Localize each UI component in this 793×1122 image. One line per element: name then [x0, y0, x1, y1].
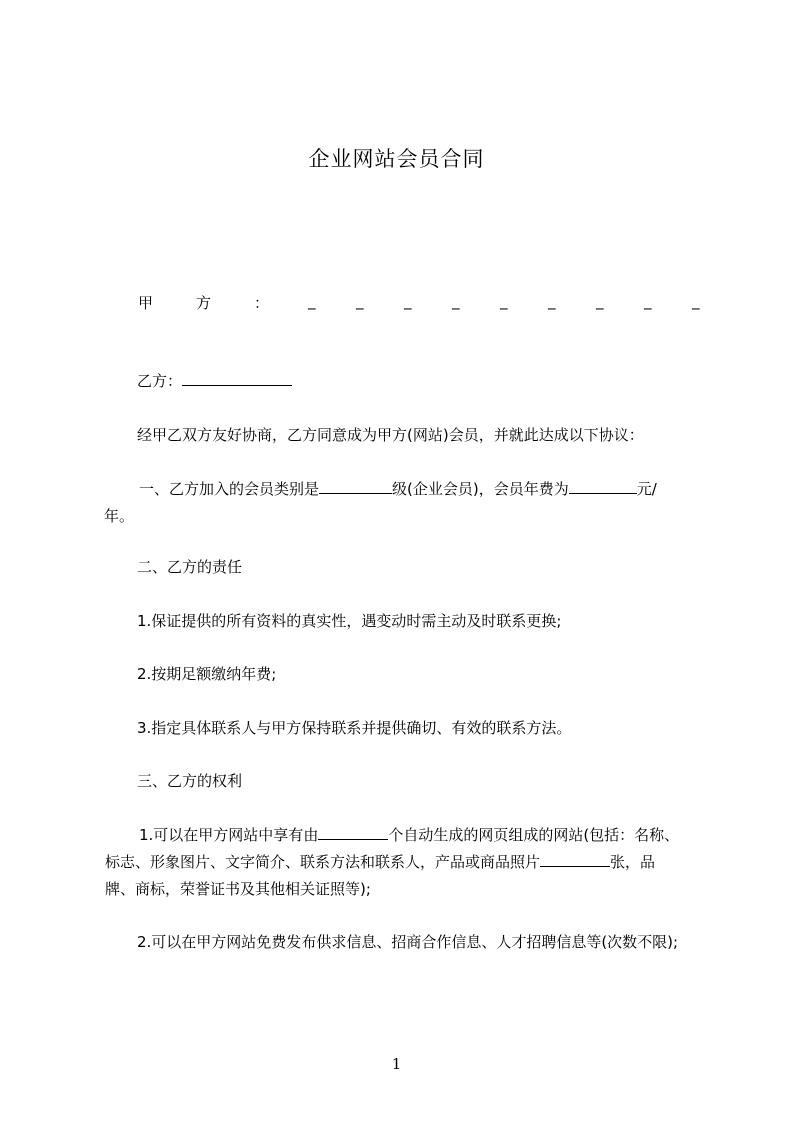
section1-text-c: 元/ [636, 480, 657, 498]
party-b-blank [182, 370, 292, 386]
party-a-blank-mark: _ [692, 292, 700, 310]
section3-item1-text-b: 个自动生成的网页组成的网站(包括：名称、 [388, 826, 680, 844]
party-b-label: 乙方： [137, 372, 183, 390]
page-count-blank [318, 824, 388, 840]
party-b-line [137, 366, 292, 396]
section3-item1-text-c: 标志、形象图片、文字简介、联系方法和联系人，产品或商品照片 [105, 853, 541, 871]
party-a-blank-mark: _ [500, 292, 508, 310]
party-a-blank-mark: _ [452, 292, 460, 310]
party-a-blank-mark: _ [404, 292, 412, 310]
section2-heading: 二、乙方的责任 [137, 558, 243, 576]
party-a-blank-mark: _ [644, 292, 652, 310]
party-a-char1: 甲 [138, 294, 154, 312]
party-a-line [138, 292, 708, 316]
section1-line2: 年。 [104, 507, 135, 525]
party-a-blank-mark: _ [356, 292, 364, 310]
document-title: 企业网站会员合同 [308, 147, 485, 171]
intro-paragraph: 经甲乙双方友好协商，乙方同意成为甲方(网站)会员，并就此达成以下协议： [137, 426, 644, 444]
section1-text-a: 一、乙方加入的会员类别是 [139, 480, 320, 498]
page-number: 1 [391, 1055, 402, 1073]
section3-item1-line3: 牌、商标，荣誉证书及其他相关证照等); [105, 880, 371, 898]
member-level-blank [319, 478, 392, 494]
photo-count-blank [540, 851, 610, 867]
section3-item2: 2.可以在甲方网站免费发布供求信息、招商合作信息、人才招聘信息等(次数不限); [137, 933, 679, 951]
party-a-colon: ： [254, 294, 270, 312]
section2-item: 2.按期足额缴纳年费; [137, 665, 277, 683]
section3-heading: 三、乙方的权利 [137, 772, 243, 790]
section2-item: 3.指定具体联系人与甲方保持联系并提供确切、有效的联系方法。 [137, 719, 572, 737]
party-a-char2: 方 [196, 294, 212, 312]
party-a-blank-mark: _ [308, 292, 316, 310]
section3-item1-text-a: 1.可以在甲方网站中享有由 [139, 826, 319, 844]
party-a-blank-mark: _ [548, 292, 556, 310]
party-a-blank-mark: _ [596, 292, 604, 310]
section3-item1-text-d: 张，品 [610, 853, 656, 871]
section1-text-b: 级(企业会员)，会员年费为 [392, 480, 569, 498]
section3-item1-line2 [105, 847, 655, 877]
section3-item1-line1 [139, 820, 679, 850]
annual-fee-blank [569, 478, 637, 494]
section1-line1 [139, 474, 657, 504]
section2-item: 1.保证提供的所有资料的真实性，遇变动时需主动及时联系更换; [137, 612, 562, 630]
